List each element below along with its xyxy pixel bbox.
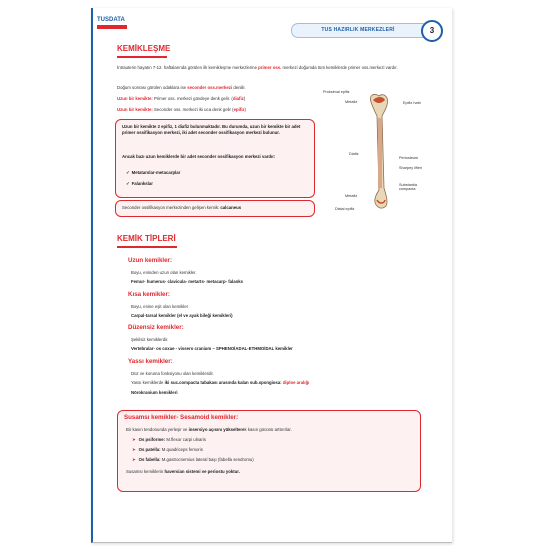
page-number: 3 <box>421 20 443 42</box>
check-icon: ✓ <box>126 170 130 175</box>
para-diafiz: Uzun bir kemikte: Primer oss. merkezi gövdeye denk gelir. (diafiz) <box>117 96 246 101</box>
arrow-icon: ➤ <box>132 447 136 452</box>
yassi-desc: Düz ve koruma fonksiyonu olan kemiklerdir. <box>131 371 214 376</box>
subtitle-kisa: Kısa kemikler: <box>128 291 170 298</box>
yassi-diploe: Yassı kemiklerde iki suc.compacta tabakası arasında kalan sub.spongiosa: diploe aralığı <box>131 380 310 385</box>
section-title-kemik-tipleri: KEMİK TİPLERİ <box>117 234 176 243</box>
label-distal-epifiz: Distal epifiz <box>335 207 355 211</box>
label-metafiz-bottom: Metafiz <box>345 194 358 198</box>
title-underline <box>117 246 177 248</box>
box-line1: Uzun bir kemikte 2 epifiz, 1 diafiz bulunmaktadır. Bu durumda, uzun bir kemikte bir adet primer ossifikasyon merkezi, iki adet seconder ossifikasyon merkezi bulunur. <box>122 124 301 135</box>
title-underline <box>117 56 167 58</box>
header-title: TUS HAZIRLIK MERKEZLERİ <box>291 23 424 38</box>
bone-figure <box>321 88 441 218</box>
label-sharpey: Sharpey lifleri <box>399 166 423 170</box>
box-line2: Ancak bazı uzun kemiklerde bir adet seconder ossifikasyon merkezi vardır: <box>122 154 276 159</box>
subtitle-sesamoid: Susamsı kemikler- Sesamoid kemikler: <box>124 414 239 421</box>
yassi-examples: Nörokranium kemikleri <box>131 390 178 395</box>
subtitle-yassi: Yassı kemikler: <box>128 358 173 365</box>
para-primer: İntrauterin hayatın 7-12. haftalarında görülen ilk kemikleşme merkezlerine primer oss. merkezi doğumda tüm kemiklerde primer oss.merkezi vardır. <box>117 65 398 70</box>
info-box-calcaneus <box>115 200 315 217</box>
arrow-icon: ➤ <box>132 437 136 442</box>
sesamoid-item-2: ➤ Os patella: M.quadriceps femoris <box>132 447 203 452</box>
logo-text: TUSDATA <box>97 17 125 23</box>
kisa-desc: Boyu, enine eşit olan kemikler <box>131 304 189 309</box>
label-epifiz-hatti: Epifiz hattı <box>403 101 421 105</box>
subtitle-uzun: Uzun kemikler: <box>128 257 173 264</box>
uzun-examples: Femur- humerus- clavicula- metarts- metacarp- falanks <box>131 279 243 284</box>
box-item-1: ✓ Metatarslar-metacarplar <box>126 170 181 175</box>
kisa-examples: Carpal-tarsal kemikler (el ve ayak bileği kemikleri) <box>131 313 233 318</box>
arrow-icon: ➤ <box>132 457 136 462</box>
label-proksimal-epifiz: Proksimal epifiz <box>323 90 350 94</box>
duzensiz-desc: Şekilsiz kemiklerdir. <box>131 337 169 342</box>
publisher-logo <box>97 17 129 37</box>
uzun-desc: Boyu, eninden uzun olan kemikler. <box>131 270 197 275</box>
sesamoid-footer: Susamsı kemiklerin haversian sistemi ve periostu yoktur. <box>126 469 240 474</box>
document-page <box>91 8 452 543</box>
check-icon: ✓ <box>126 181 130 186</box>
label-periosteum: Periosteum <box>399 156 419 160</box>
section-title-kemiklesme: KEMİKLEŞME <box>117 44 171 53</box>
duzensiz-examples: Vertebralar- os coxae - vissero cranium – SPHENOİADAL-ETHMOİDAL kemikler <box>131 346 293 351</box>
info-box-epifiz <box>115 119 315 198</box>
para-epifiz: Uzun bir kemikte: Seconder oss. merkezi iki uca denk gelir (epifiz) <box>117 107 246 112</box>
label-diafiz: Diafiz <box>349 152 359 156</box>
logo-subtext <box>97 25 127 29</box>
sesamoid-item-1: ➤ Os psiforme: M.flexor carpi ulnaris <box>132 437 206 442</box>
info-box-sesamoid <box>117 410 421 492</box>
box-item-2: ✓ Falankslar <box>126 181 153 186</box>
sesamoid-desc: Bir kasın tendonunda yerleşir ve insersiyo açısını yükselterek kasın gücünü arttırırlar. <box>126 427 292 432</box>
label-metafiz-top: Metafiz <box>345 100 358 104</box>
subtitle-duzensiz: Düzensiz kemikler: <box>128 324 184 331</box>
sesamoid-item-3: ➤ Os fabella: M.gastrocnemius lateral başı (fabella sendromu) <box>132 457 254 462</box>
para-seconder: Doğum sonrası görülen odaklara ise seconder oss.merkezi denilir. <box>117 85 246 90</box>
label-substantia: Substantia compacta <box>399 183 417 191</box>
box2-text: Seconder ossifikasyon merkezinden gelişen kemik: calcaneus <box>122 205 242 210</box>
